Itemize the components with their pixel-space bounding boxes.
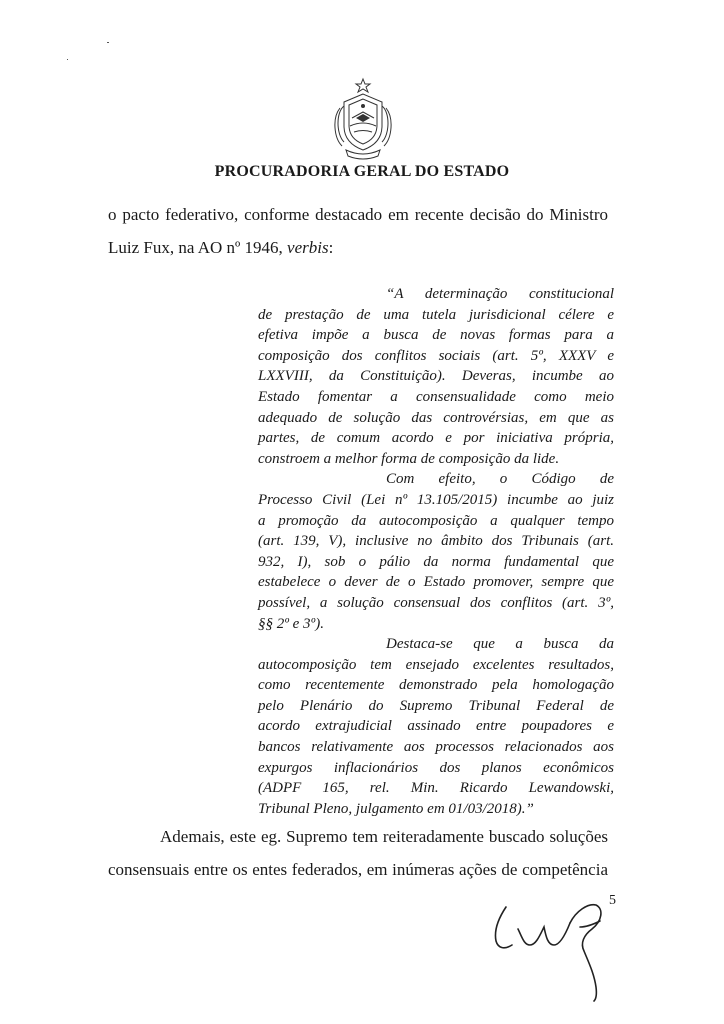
quote-line: bancos relativamente aos processos relacionados aos <box>258 739 614 756</box>
intro-colon: : <box>328 238 334 257</box>
quote-line: de prestação de uma tutela jurisdicional célere e <box>258 306 614 323</box>
quote-line: §§ 2º e 3º). <box>258 615 324 632</box>
quote-line: composição dos conflitos sociais (art. 5º, XXXV e <box>258 347 614 364</box>
quote-line: Destaca-se que a busca da <box>386 636 614 653</box>
quote-line: possível, a solução consensual dos conflitos (art. 3º, <box>258 594 614 611</box>
quote-line: como recentemente demonstrado pela homologação <box>258 677 614 694</box>
quote-line: autocomposição tem ensejado excelentes resultados, <box>258 656 614 673</box>
quote-line: Estado fomentar a consensualidade como meio <box>258 388 614 405</box>
quote-line: pelo Plenário do Supremo Tribunal Federal de <box>258 697 614 714</box>
quote-line: expurgos inflacionários dos planos econômicos <box>258 759 614 776</box>
intro-text: Luiz Fux, na AO nº 1946, <box>108 238 288 257</box>
coat-of-arms-seal <box>330 76 396 164</box>
verbis-term: verbis <box>287 238 329 257</box>
quote-line: “A determinação constitucional <box>386 286 614 302</box>
quote-line: a promoção da autocomposição a qualquer tempo <box>258 512 614 529</box>
quote-line: adequado de solução das controvérsias, em que as <box>258 409 614 426</box>
page-number: 5 <box>609 893 616 908</box>
scan-speck <box>67 59 68 60</box>
quote-line: acordo extrajudicial assinado entre poupadores e <box>258 718 614 735</box>
quote-line: estabelece o dever de o Estado promover, sempre que <box>258 574 614 591</box>
quote-line: LXXVIII, da Constituição). Deveras, incumbe ao <box>258 368 614 385</box>
quote-line: (ADPF 165, rel. Min. Ricardo Lewandowski, <box>258 780 614 797</box>
quote-line: Tribunal Pleno, julgamento em 01/03/2018).” <box>258 800 534 817</box>
quote-line: Com efeito, o Código de <box>386 471 614 488</box>
intro-line <box>108 237 608 259</box>
quote-line: partes, de comum acordo e por iniciativa própria, <box>258 430 614 447</box>
handwritten-initials-signature <box>484 893 624 1003</box>
closing-line: Ademais, este eg. Supremo tem reiteradamente buscado soluções <box>160 827 608 846</box>
quote-line: constroem a melhor forma de composição da lide. <box>258 450 560 467</box>
quote-line: 932, I), sob o pálio da norma fundamental que <box>258 553 614 570</box>
document-header-title: PROCURADORIA GERAL DO ESTADO <box>214 163 510 180</box>
scan-speck <box>107 42 109 43</box>
closing-line: consensuais entre os entes federados, em inúmeras ações de competência <box>108 860 608 879</box>
block-quotation <box>258 284 614 819</box>
quote-line: Processo Civil (Lei nº 13.105/2015) incumbe ao juiz <box>258 491 614 508</box>
quote-line: (art. 139, V), inclusive no âmbito dos Tribunais (art. <box>258 533 614 550</box>
quote-line: efetiva impõe a busca de novas formas para a <box>258 327 614 344</box>
intro-line: o pacto federativo, conforme destacado em recente decisão do Ministro <box>108 205 608 224</box>
